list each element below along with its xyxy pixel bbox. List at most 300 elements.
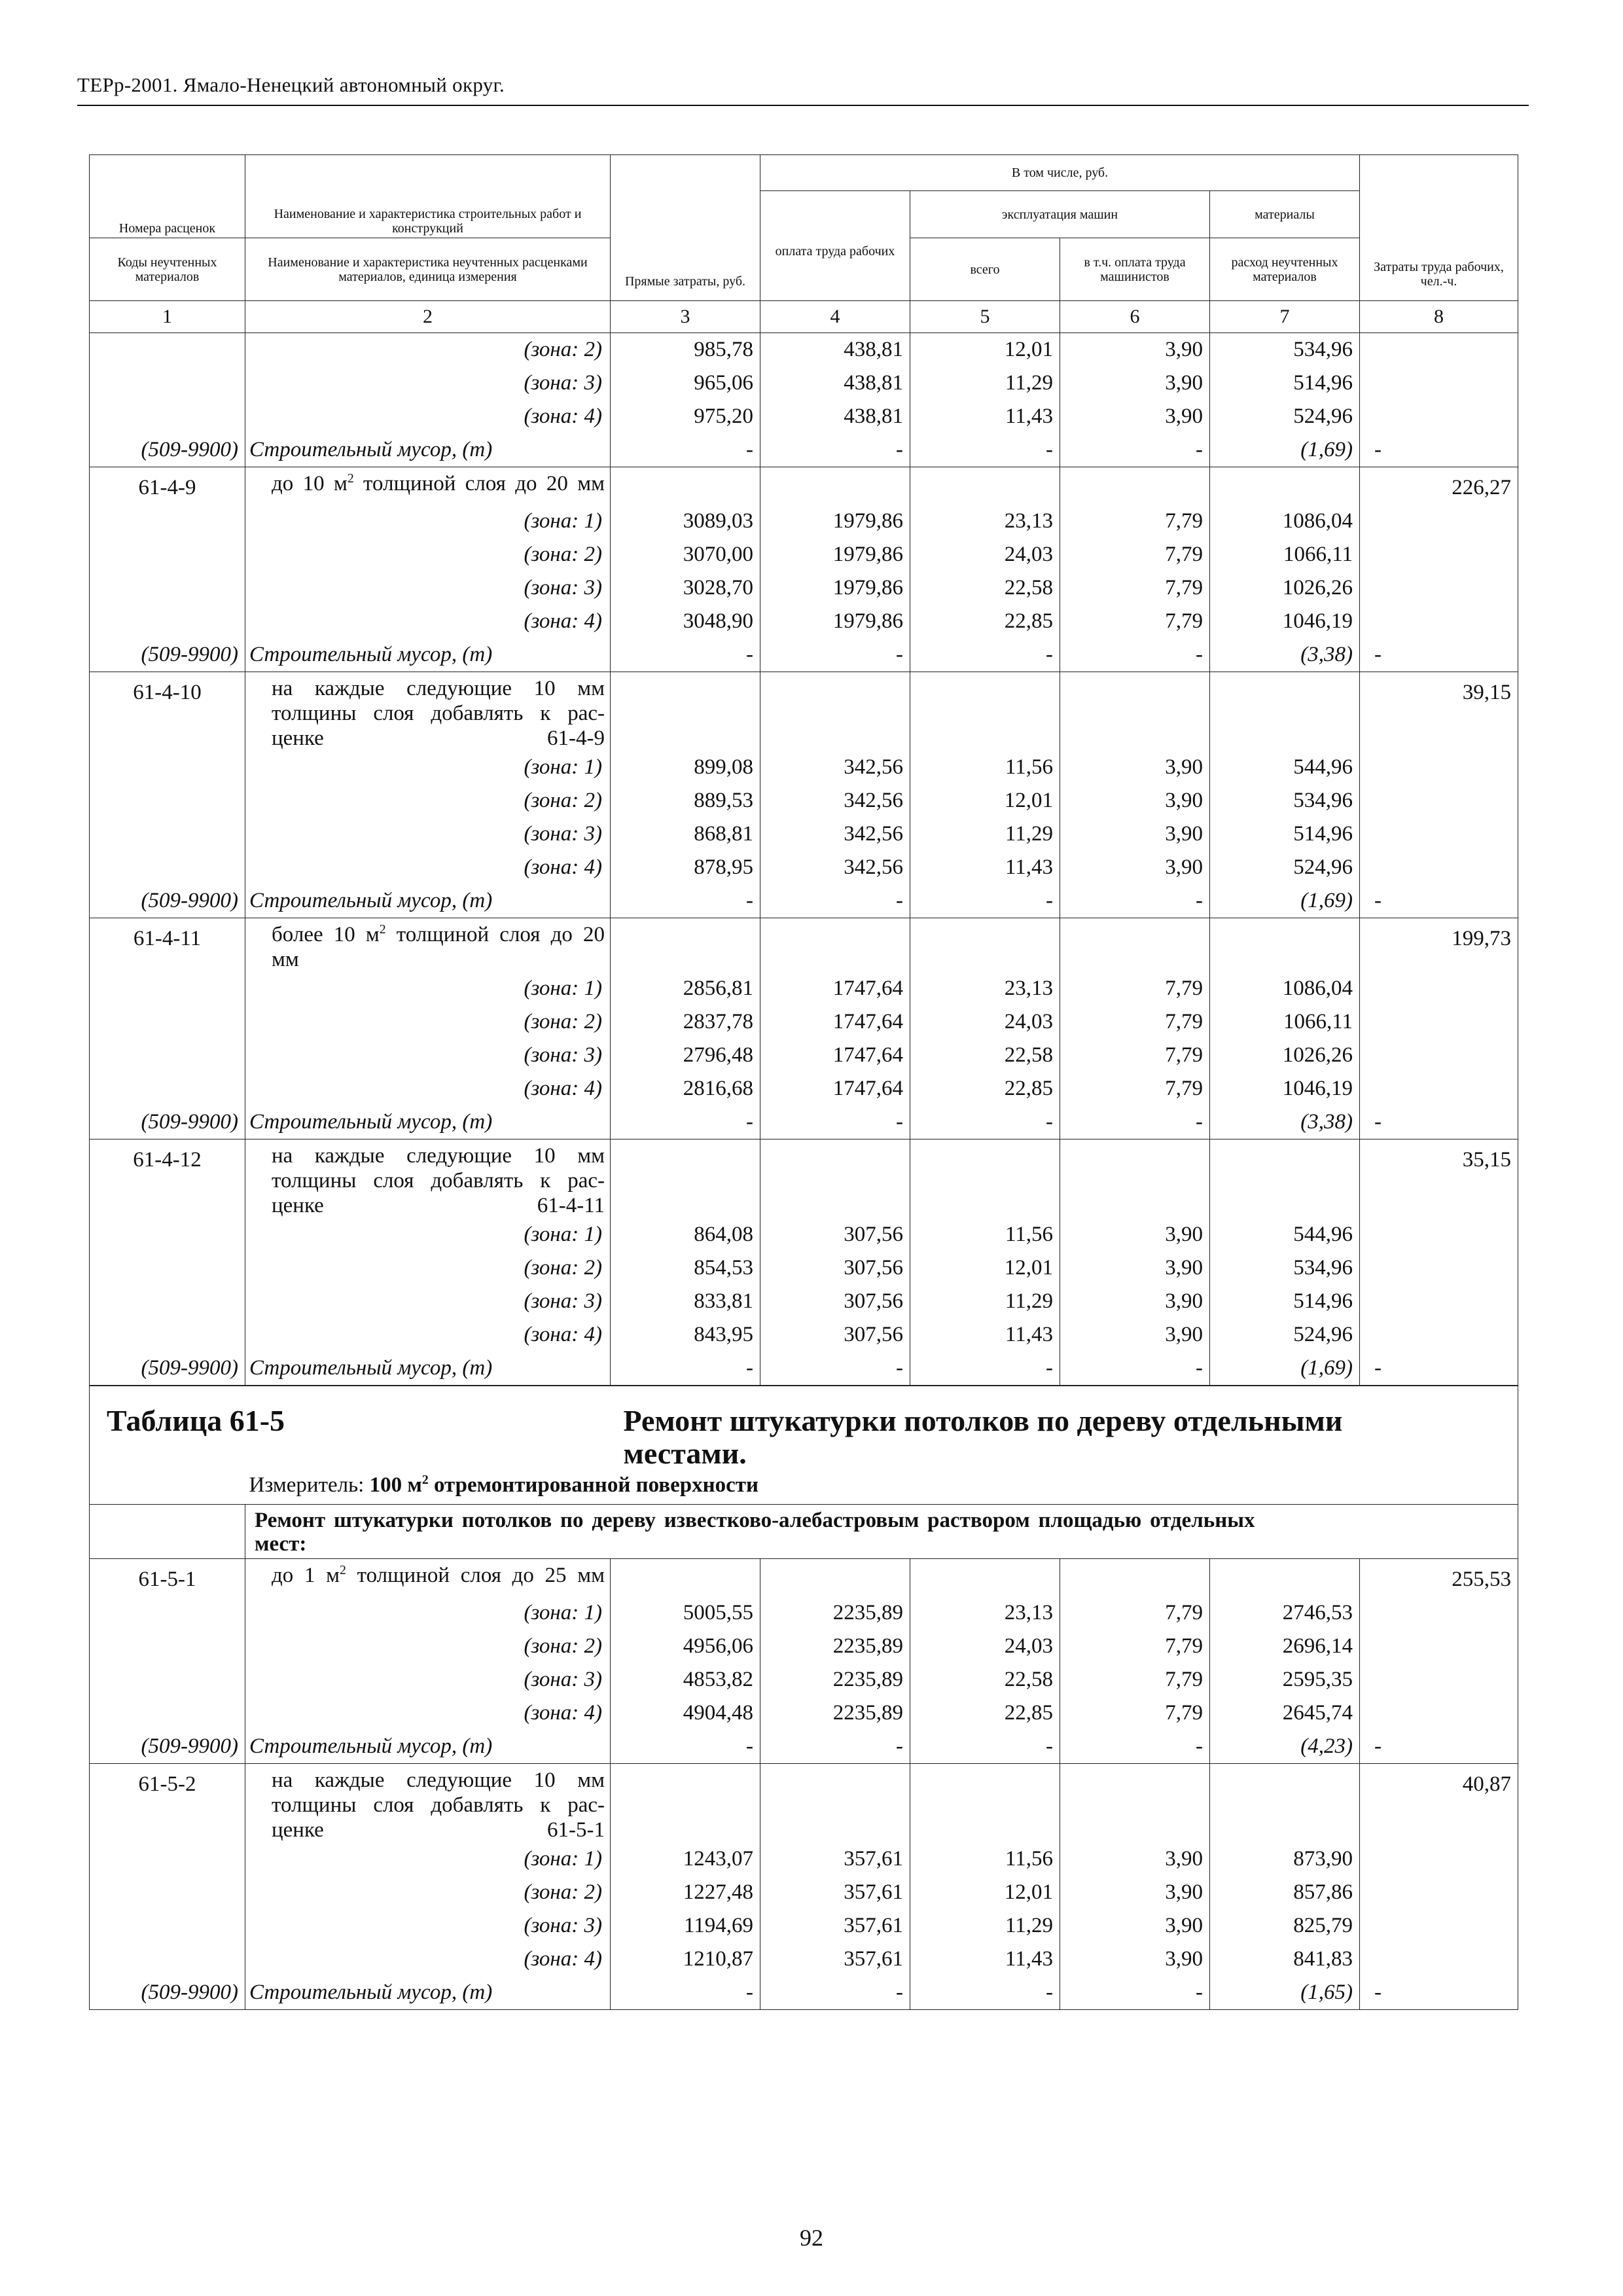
material-name: Строительный мусор, (т) <box>245 1730 611 1764</box>
empty-cell <box>1360 972 1518 1005</box>
zone-value: 11,43 <box>910 1943 1060 1976</box>
column-number: 7 <box>1210 301 1360 333</box>
empty-cell <box>1360 1842 1518 1876</box>
empty-cell <box>1360 1285 1518 1318</box>
zone-value: 7,79 <box>1060 1005 1210 1039</box>
empty-cell <box>1360 1596 1518 1630</box>
debris-value: (3,38) <box>1210 638 1360 672</box>
zone-value: 11,43 <box>910 1318 1060 1352</box>
zone-value: 22,85 <box>910 1696 1060 1730</box>
measure-value <box>370 1473 758 1497</box>
col-machines-total-header: всего <box>910 238 1060 301</box>
rate-description-text: на каждые следующие 10 мм толщины слоя добавлять к рас-ценке 61-5-1 <box>272 1768 605 1842</box>
empty-cell <box>90 1318 245 1352</box>
debris-value: - <box>611 884 760 918</box>
zone-value: 1227,48 <box>611 1876 760 1909</box>
material-code: (509-9900) <box>90 884 245 918</box>
debris-value: - <box>760 638 910 672</box>
column-number: 4 <box>760 301 910 333</box>
zone-value: 307,56 <box>760 1318 910 1352</box>
zone-value: 22,85 <box>910 605 1060 638</box>
zone-value: 3028,70 <box>611 571 760 605</box>
zone-value: 4904,48 <box>611 1696 760 1730</box>
material-code: (509-9900) <box>90 638 245 672</box>
zone-value: 899,08 <box>611 751 760 784</box>
zone-value: 23,13 <box>910 1596 1060 1630</box>
table-61-5-name-cell <box>611 1386 1518 1470</box>
zone-value: 1979,86 <box>760 505 910 538</box>
empty-cell <box>90 1630 245 1663</box>
zone-row <box>90 1218 1518 1251</box>
zone-value: 3089,03 <box>611 505 760 538</box>
zone-row <box>90 784 1518 817</box>
empty-cell <box>611 1764 760 1843</box>
col-material-names-header: Наименование и характеристика неучтенных расценками материалов, единица измерения <box>245 238 611 301</box>
col-work-name-header: Наименование и характеристика строительных работ и конструкций <box>245 155 611 238</box>
empty-cell <box>90 972 245 1005</box>
zone-value: 534,96 <box>1210 1251 1360 1285</box>
zone-value: 357,61 <box>760 1842 910 1876</box>
empty-cell <box>90 751 245 784</box>
empty-cell <box>1060 672 1210 751</box>
zone-value: 1026,26 <box>1210 571 1360 605</box>
col-material-use-header: расход неучтенных материалов <box>1210 238 1360 301</box>
zone-value: 864,08 <box>611 1218 760 1251</box>
rate-description-sup: 2 <box>340 1563 346 1577</box>
empty-cell <box>1210 672 1360 751</box>
zone-value: 4956,06 <box>611 1630 760 1663</box>
rate-description-text: до 10 м <box>272 472 348 495</box>
empty-cell <box>1360 817 1518 851</box>
zone-row <box>90 571 1518 605</box>
zone-label: (зона: 2) <box>245 784 611 817</box>
zone-value: 11,29 <box>910 367 1060 400</box>
zone-value: 833,81 <box>611 1285 760 1318</box>
section-subhead: Ремонт штукатурки потолков по дереву известково-алебастровым раствором площадью отдельных мест: <box>245 1505 1360 1559</box>
zone-row <box>90 1909 1518 1943</box>
empty-cell <box>90 1072 245 1105</box>
debris-value: - <box>910 1105 1060 1139</box>
zone-value: 1194,69 <box>611 1909 760 1943</box>
zone-value: 1066,11 <box>1210 538 1360 571</box>
zone-value: 2856,81 <box>611 972 760 1005</box>
zone-value: 857,86 <box>1210 1876 1360 1909</box>
zone-value: 3,90 <box>1060 784 1210 817</box>
zone-value: 534,96 <box>1210 784 1360 817</box>
empty-cell <box>1060 1139 1210 1219</box>
debris-value: (3,38) <box>1210 1105 1360 1139</box>
zone-label: (зона: 3) <box>245 1285 611 1318</box>
debris-row <box>90 884 1518 918</box>
debris-value: - <box>910 1730 1060 1764</box>
debris-value: - <box>760 1730 910 1764</box>
zone-row <box>90 505 1518 538</box>
labor-cost: 35,15 <box>1360 1139 1518 1219</box>
debris-value: - <box>1060 433 1210 467</box>
zone-value: 357,61 <box>760 1909 910 1943</box>
zone-label: (зона: 3) <box>245 1039 611 1072</box>
zone-value: 3048,90 <box>611 605 760 638</box>
empty-cell <box>1360 1251 1518 1285</box>
zone-value: 7,79 <box>1060 605 1210 638</box>
material-code: (509-9900) <box>90 433 245 467</box>
table-name: Ремонт штукатурки потолков по дереву отдельными местами. <box>623 1404 1343 1470</box>
zone-value: 12,01 <box>910 333 1060 367</box>
zone-value: 534,96 <box>1210 333 1360 367</box>
zone-value: 1046,19 <box>1210 1072 1360 1105</box>
zone-label: (зона: 3) <box>245 1909 611 1943</box>
zone-row <box>90 1630 1518 1663</box>
debris-value: - <box>1360 1976 1518 2010</box>
zone-value: 342,56 <box>760 751 910 784</box>
zone-label: (зона: 1) <box>245 505 611 538</box>
zone-value: 2235,89 <box>760 1663 910 1696</box>
material-name: Строительный мусор, (т) <box>245 1352 611 1386</box>
zone-row <box>90 367 1518 400</box>
col-materials-header: материалы <box>1210 191 1360 238</box>
zone-row <box>90 1285 1518 1318</box>
zone-value: 873,90 <box>1210 1842 1360 1876</box>
debris-value: - <box>1060 638 1210 672</box>
debris-value: - <box>760 1352 910 1386</box>
empty-cell <box>90 817 245 851</box>
empty-cell <box>1360 571 1518 605</box>
zone-label: (зона: 3) <box>245 1663 611 1696</box>
zone-value: 7,79 <box>1060 972 1210 1005</box>
zone-value: 307,56 <box>760 1251 910 1285</box>
column-number: 1 <box>90 301 245 333</box>
zone-value: 985,78 <box>611 333 760 367</box>
zone-label: (зона: 4) <box>245 1072 611 1105</box>
zone-value: 841,83 <box>1210 1943 1360 1976</box>
empty-cell <box>611 918 760 973</box>
zone-value: 438,81 <box>760 367 910 400</box>
zone-value: 975,20 <box>611 400 760 433</box>
zone-value: 2837,78 <box>611 1005 760 1039</box>
zone-value: 3,90 <box>1060 400 1210 433</box>
zone-row <box>90 605 1518 638</box>
zone-value: 544,96 <box>1210 751 1360 784</box>
labor-cost: 226,27 <box>1360 467 1518 505</box>
zone-row <box>90 1596 1518 1630</box>
zone-value: 3,90 <box>1060 817 1210 851</box>
zone-value: 7,79 <box>1060 1696 1210 1730</box>
zone-value: 24,03 <box>910 538 1060 571</box>
zone-value: 5005,55 <box>611 1596 760 1630</box>
empty-cell <box>760 467 910 505</box>
zone-label: (зона: 1) <box>245 1842 611 1876</box>
rate-number: 61-4-9 <box>90 467 245 505</box>
empty-cell <box>760 918 910 973</box>
column-number: 6 <box>1060 301 1210 333</box>
zone-row <box>90 972 1518 1005</box>
debris-value: - <box>910 638 1060 672</box>
zone-value: 1243,07 <box>611 1842 760 1876</box>
zone-value: 2645,74 <box>1210 1696 1360 1730</box>
zone-value: 11,43 <box>910 400 1060 433</box>
rate-header-row <box>90 1139 1518 1219</box>
zone-value: 854,53 <box>611 1251 760 1285</box>
debris-row <box>90 433 1518 467</box>
empty-cell <box>1210 1139 1360 1219</box>
empty-cell <box>910 918 1060 973</box>
measure-sup: 2 <box>421 1473 429 1487</box>
debris-row <box>90 1730 1518 1764</box>
empty-cell <box>1360 1696 1518 1730</box>
rate-header-row <box>90 1764 1518 1843</box>
zone-value: 7,79 <box>1060 505 1210 538</box>
zone-label: (зона: 4) <box>245 1318 611 1352</box>
measure-value-text: 100 м <box>369 1473 422 1497</box>
zone-value: 1086,04 <box>1210 505 1360 538</box>
zone-value: 7,79 <box>1060 1039 1210 1072</box>
empty-cell <box>90 1909 245 1943</box>
zone-value: 3,90 <box>1060 751 1210 784</box>
rate-description-text: до 1 м <box>272 1564 340 1587</box>
debris-value: - <box>1060 884 1210 918</box>
material-name: Строительный мусор, (т) <box>245 884 611 918</box>
debris-row <box>90 1352 1518 1386</box>
col-direct-costs-header: Прямые затраты, руб. <box>611 155 760 301</box>
zone-value: 3,90 <box>1060 851 1210 884</box>
zone-value: 889,53 <box>611 784 760 817</box>
empty-cell <box>1360 1943 1518 1976</box>
zone-value: 3,90 <box>1060 1943 1210 1976</box>
zone-label: (зона: 4) <box>245 851 611 884</box>
debris-value: - <box>1360 1352 1518 1386</box>
zone-value: 825,79 <box>1210 1909 1360 1943</box>
debris-value: - <box>910 433 1060 467</box>
zone-value: 3,90 <box>1060 333 1210 367</box>
zone-label: (зона: 2) <box>245 1876 611 1909</box>
zone-value: 3,90 <box>1060 1251 1210 1285</box>
zone-value: 3,90 <box>1060 1285 1210 1318</box>
rate-description-sup: 2 <box>347 471 354 486</box>
column-number: 3 <box>611 301 760 333</box>
empty-cell <box>910 467 1060 505</box>
zone-value: 1747,64 <box>760 1072 910 1105</box>
rates-table-wrapper <box>89 154 1518 2010</box>
zone-value: 544,96 <box>1210 1218 1360 1251</box>
zone-value: 878,95 <box>611 851 760 884</box>
debris-value: (1,69) <box>1210 433 1360 467</box>
rate-description <box>245 672 611 751</box>
material-code: (509-9900) <box>90 1730 245 1764</box>
empty-cell <box>1360 1663 1518 1696</box>
zone-value: 22,58 <box>910 1039 1060 1072</box>
zone-row <box>90 1663 1518 1696</box>
zone-value: 11,56 <box>910 1218 1060 1251</box>
zone-value: 524,96 <box>1210 851 1360 884</box>
debris-value: - <box>611 638 760 672</box>
material-name: Строительный мусор, (т) <box>245 1976 611 2010</box>
empty-cell <box>910 1139 1060 1219</box>
zone-value: 1979,86 <box>760 571 910 605</box>
rate-description <box>245 467 611 505</box>
zone-label: (зона: 1) <box>245 751 611 784</box>
debris-value: - <box>611 1352 760 1386</box>
debris-value: (1,69) <box>1210 884 1360 918</box>
empty-cell <box>1360 333 1518 367</box>
zone-value: 1747,64 <box>760 1005 910 1039</box>
rate-description <box>245 1764 611 1843</box>
empty-cell <box>1210 467 1360 505</box>
empty-cell <box>1360 751 1518 784</box>
empty-cell <box>90 571 245 605</box>
empty-cell <box>90 1943 245 1976</box>
empty-cell <box>611 672 760 751</box>
empty-cell <box>760 672 910 751</box>
zone-label: (зона: 2) <box>245 1630 611 1663</box>
zone-value: 23,13 <box>910 972 1060 1005</box>
zone-row <box>90 333 1518 367</box>
zone-value: 2746,53 <box>1210 1596 1360 1630</box>
zone-value: 11,29 <box>910 1909 1060 1943</box>
zone-row <box>90 851 1518 884</box>
material-code: (509-9900) <box>90 1352 245 1386</box>
zone-row <box>90 817 1518 851</box>
zone-label: (зона: 2) <box>245 1005 611 1039</box>
zone-label: (зона: 1) <box>245 1596 611 1630</box>
empty-cell <box>90 1596 245 1630</box>
zone-value: 1747,64 <box>760 972 910 1005</box>
rate-description-rest: толщиной слоя до 25 мм <box>346 1564 605 1587</box>
empty-cell <box>90 1505 245 1559</box>
zone-value: 524,96 <box>1210 1318 1360 1352</box>
zone-row <box>90 1318 1518 1352</box>
debris-value: - <box>760 1976 910 2010</box>
debris-value: - <box>611 1976 760 2010</box>
zone-value: 24,03 <box>910 1005 1060 1039</box>
zone-value: 1046,19 <box>1210 605 1360 638</box>
empty-cell <box>1060 1559 1210 1597</box>
empty-cell <box>760 1764 910 1843</box>
empty-cell <box>1360 538 1518 571</box>
empty-cell <box>1360 1909 1518 1943</box>
zone-value: 11,29 <box>910 1285 1060 1318</box>
column-number: 8 <box>1360 301 1518 333</box>
empty-cell <box>1210 918 1360 973</box>
empty-cell <box>1360 784 1518 817</box>
rate-description-rest: толщиной слоя до 20 мм <box>353 472 605 495</box>
zone-row <box>90 538 1518 571</box>
zone-value: 357,61 <box>760 1943 910 1976</box>
labor-cost: 255,53 <box>1360 1559 1518 1597</box>
page-number: 92 <box>800 2225 823 2251</box>
empty-cell <box>1360 1876 1518 1909</box>
debris-row <box>90 1105 1518 1139</box>
zone-value: 7,79 <box>1060 571 1210 605</box>
zone-value: 7,79 <box>1060 538 1210 571</box>
zone-value: 965,06 <box>611 367 760 400</box>
empty-cell <box>1210 1559 1360 1597</box>
rate-description-rest: толщиной слоя до 20 мм <box>272 923 605 971</box>
material-name: Строительный мусор, (т) <box>245 1105 611 1139</box>
zone-row <box>90 1072 1518 1105</box>
debris-value: - <box>1360 1105 1518 1139</box>
zone-label: (зона: 1) <box>245 972 611 1005</box>
rate-header-row <box>90 918 1518 973</box>
rate-header-row <box>90 1559 1518 1597</box>
empty-cell <box>910 1559 1060 1597</box>
zone-value: 1979,86 <box>760 605 910 638</box>
empty-cell <box>611 467 760 505</box>
zone-value: 514,96 <box>1210 817 1360 851</box>
zone-row <box>90 1005 1518 1039</box>
zone-value: 3,90 <box>1060 1318 1210 1352</box>
debris-value: - <box>910 884 1060 918</box>
rate-description-text: более 10 м <box>272 923 380 946</box>
zone-label: (зона: 3) <box>245 817 611 851</box>
table-61-5-header <box>90 1386 1518 1559</box>
debris-row <box>90 1976 1518 2010</box>
zone-value: 2595,35 <box>1210 1663 1360 1696</box>
zone-value: 1210,87 <box>611 1943 760 1976</box>
debris-value: - <box>611 1105 760 1139</box>
material-code: (509-9900) <box>90 1976 245 2010</box>
col-machinist-wages-header: в т.ч. оплата труда машинистов <box>1060 238 1210 301</box>
labor-cost: 40,87 <box>1360 1764 1518 1843</box>
empty-cell <box>1360 400 1518 433</box>
zone-label: (зона: 2) <box>245 538 611 571</box>
zone-value: 3,90 <box>1060 367 1210 400</box>
rate-description-sup: 2 <box>379 922 386 937</box>
zone-value: 1747,64 <box>760 1039 910 1072</box>
zone-value: 438,81 <box>760 333 910 367</box>
rate-number: 61-5-1 <box>90 1559 245 1597</box>
empty-cell <box>1360 1039 1518 1072</box>
table-label: Таблица 61-5 <box>107 1404 285 1437</box>
empty-cell <box>1360 1318 1518 1352</box>
zone-value: 7,79 <box>1060 1072 1210 1105</box>
rate-number: 61-4-11 <box>90 918 245 973</box>
debris-value: - <box>910 1976 1060 2010</box>
zone-row <box>90 751 1518 784</box>
empty-cell <box>90 333 245 367</box>
zone-row <box>90 1876 1518 1909</box>
zone-value: 514,96 <box>1210 1285 1360 1318</box>
col-rate-number-header: Номера расценок <box>90 155 245 238</box>
empty-cell <box>1060 1764 1210 1843</box>
empty-cell <box>90 1663 245 1696</box>
empty-cell <box>90 605 245 638</box>
debris-value: - <box>1060 1976 1210 2010</box>
zone-label: (зона: 3) <box>245 571 611 605</box>
empty-cell <box>611 1559 760 1597</box>
zone-row <box>90 1943 1518 1976</box>
rate-number: 61-4-12 <box>90 1139 245 1219</box>
zone-value: 3,90 <box>1060 1218 1210 1251</box>
debris-value: - <box>760 433 910 467</box>
empty-cell <box>90 1696 245 1730</box>
empty-cell <box>1360 851 1518 884</box>
zone-value: 342,56 <box>760 817 910 851</box>
empty-cell <box>910 1764 1060 1843</box>
rate-number: 61-4-10 <box>90 672 245 751</box>
empty-cell <box>90 784 245 817</box>
zone-value: 868,81 <box>611 817 760 851</box>
zone-label: (зона: 2) <box>245 333 611 367</box>
debris-value: - <box>760 1105 910 1139</box>
empty-cell <box>611 1139 760 1219</box>
zone-value: 2696,14 <box>1210 1630 1360 1663</box>
rate-description <box>245 1139 611 1219</box>
zone-row <box>90 400 1518 433</box>
empty-cell <box>90 367 245 400</box>
zone-value: 22,85 <box>910 1072 1060 1105</box>
debris-value: - <box>611 433 760 467</box>
zone-value: 3070,00 <box>611 538 760 571</box>
